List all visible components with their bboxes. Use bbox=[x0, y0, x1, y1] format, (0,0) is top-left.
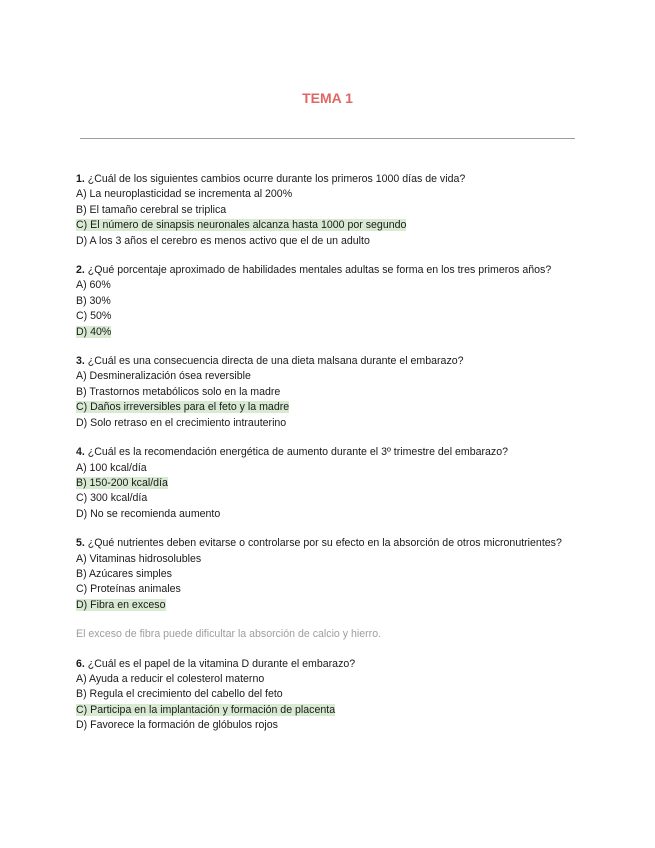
question-prompt: ¿Cuál es el papel de la vitamina D durante el embarazo? bbox=[87, 657, 356, 670]
question-number: 2. bbox=[76, 264, 85, 277]
question-text bbox=[76, 445, 576, 460]
option-label: B) Azúcares simples bbox=[76, 567, 172, 580]
question-prompt: ¿Cuál de los siguientes cambios ocurre durante los primeros 1000 días de vida? bbox=[87, 173, 466, 185]
option-label: A) Desmineralización ósea reversible bbox=[76, 370, 251, 383]
option-label: B) Trastornos metabólicos solo en la madre bbox=[76, 385, 281, 398]
option-a bbox=[76, 461, 576, 476]
question-prompt: ¿Cuál es una consecuencia directa de una dieta malsana durante el embarazo? bbox=[87, 355, 464, 368]
question-1 bbox=[76, 172, 576, 249]
question-text bbox=[76, 354, 576, 369]
option-label: C) Proteínas animales bbox=[76, 583, 181, 596]
question-2 bbox=[76, 263, 576, 340]
option-label: D) Solo retraso en el crecimiento intrauterino bbox=[76, 416, 287, 429]
option-b bbox=[76, 294, 576, 309]
correct-answer-highlight: B) 150-200 kcal/día bbox=[76, 476, 168, 489]
option-label: D) No se recomienda aumento bbox=[76, 507, 221, 520]
question-number: 4. bbox=[76, 446, 85, 459]
correct-answer-highlight: C) El número de sinapsis neuronales alcanza hasta 1000 por segundo bbox=[76, 219, 407, 232]
option-b bbox=[76, 567, 576, 582]
option-label: A) La neuroplasticidad se incrementa al 200% bbox=[76, 188, 293, 201]
option-d-correct bbox=[76, 325, 576, 340]
option-d bbox=[76, 507, 576, 522]
correct-answer-highlight: D) 40% bbox=[76, 325, 112, 338]
option-label: A) Ayuda a reducir el colesterol materno bbox=[76, 672, 265, 685]
option-a bbox=[76, 672, 576, 687]
horizontal-divider bbox=[80, 138, 575, 139]
question-number: 3. bbox=[76, 355, 85, 368]
correct-answer-highlight: C) Participa en la implantación y formación de placenta bbox=[76, 703, 336, 716]
option-label: C) 50% bbox=[76, 310, 112, 323]
option-label: A) 100 kcal/día bbox=[76, 461, 147, 474]
option-label: D) A los 3 años el cerebro es menos activo que el de un adulto bbox=[76, 234, 370, 247]
question-prompt: ¿Qué nutrientes deben evitarse o controlarse por su efecto en la absorción de otros micronutrientes? bbox=[87, 537, 562, 550]
question-number: 5. bbox=[76, 537, 85, 550]
page-title: TEMA 1 bbox=[302, 90, 353, 106]
option-d bbox=[76, 234, 576, 249]
question-text bbox=[76, 657, 576, 672]
option-b bbox=[76, 203, 576, 218]
option-b bbox=[76, 385, 576, 400]
option-c-correct bbox=[76, 703, 576, 718]
questions-list bbox=[76, 172, 576, 748]
option-label: B) El tamaño cerebral se triplica bbox=[76, 203, 227, 216]
option-a bbox=[76, 369, 576, 384]
explanation-note: El exceso de fibra puede dificultar la absorción de calcio y hierro. bbox=[76, 628, 382, 641]
option-c bbox=[76, 582, 576, 597]
option-a bbox=[76, 278, 576, 293]
option-label: A) Vitaminas hidrosolubles bbox=[76, 552, 202, 565]
option-label: B) 30% bbox=[76, 294, 111, 307]
correct-answer-highlight: C) Daños irreversibles para el feto y la madre bbox=[76, 401, 290, 414]
option-c-correct bbox=[76, 218, 576, 233]
question-4 bbox=[76, 445, 576, 522]
question-text bbox=[76, 536, 576, 551]
correct-answer-highlight: D) Fibra en exceso bbox=[76, 598, 166, 611]
option-label: C) 300 kcal/día bbox=[76, 492, 148, 505]
question-text bbox=[76, 263, 576, 278]
option-c bbox=[76, 309, 576, 324]
option-b-correct bbox=[76, 476, 576, 491]
option-d bbox=[76, 416, 576, 431]
option-d bbox=[76, 718, 576, 733]
question-3 bbox=[76, 354, 576, 431]
question-number: 1. bbox=[76, 173, 85, 185]
option-b bbox=[76, 687, 576, 702]
question-prompt: ¿Cuál es la recomendación energética de aumento durante el 3º trimestre del embarazo? bbox=[87, 446, 508, 459]
question-number: 6. bbox=[76, 657, 85, 670]
option-a bbox=[76, 187, 576, 202]
option-label: B) Regula el crecimiento del cabello del feto bbox=[76, 688, 283, 701]
option-label: A) 60% bbox=[76, 279, 111, 292]
option-c bbox=[76, 491, 576, 506]
option-c-correct bbox=[76, 400, 576, 415]
question-5 bbox=[76, 536, 576, 613]
option-d-correct bbox=[76, 598, 576, 613]
option-a bbox=[76, 552, 576, 567]
question-text bbox=[76, 172, 576, 187]
question-prompt: ¿Qué porcentaje aproximado de habilidades mentales adultas se forma en los tres primeros años? bbox=[87, 264, 552, 277]
question-6 bbox=[76, 657, 576, 734]
option-label: D) Favorece la formación de glóbulos rojos bbox=[76, 719, 278, 732]
